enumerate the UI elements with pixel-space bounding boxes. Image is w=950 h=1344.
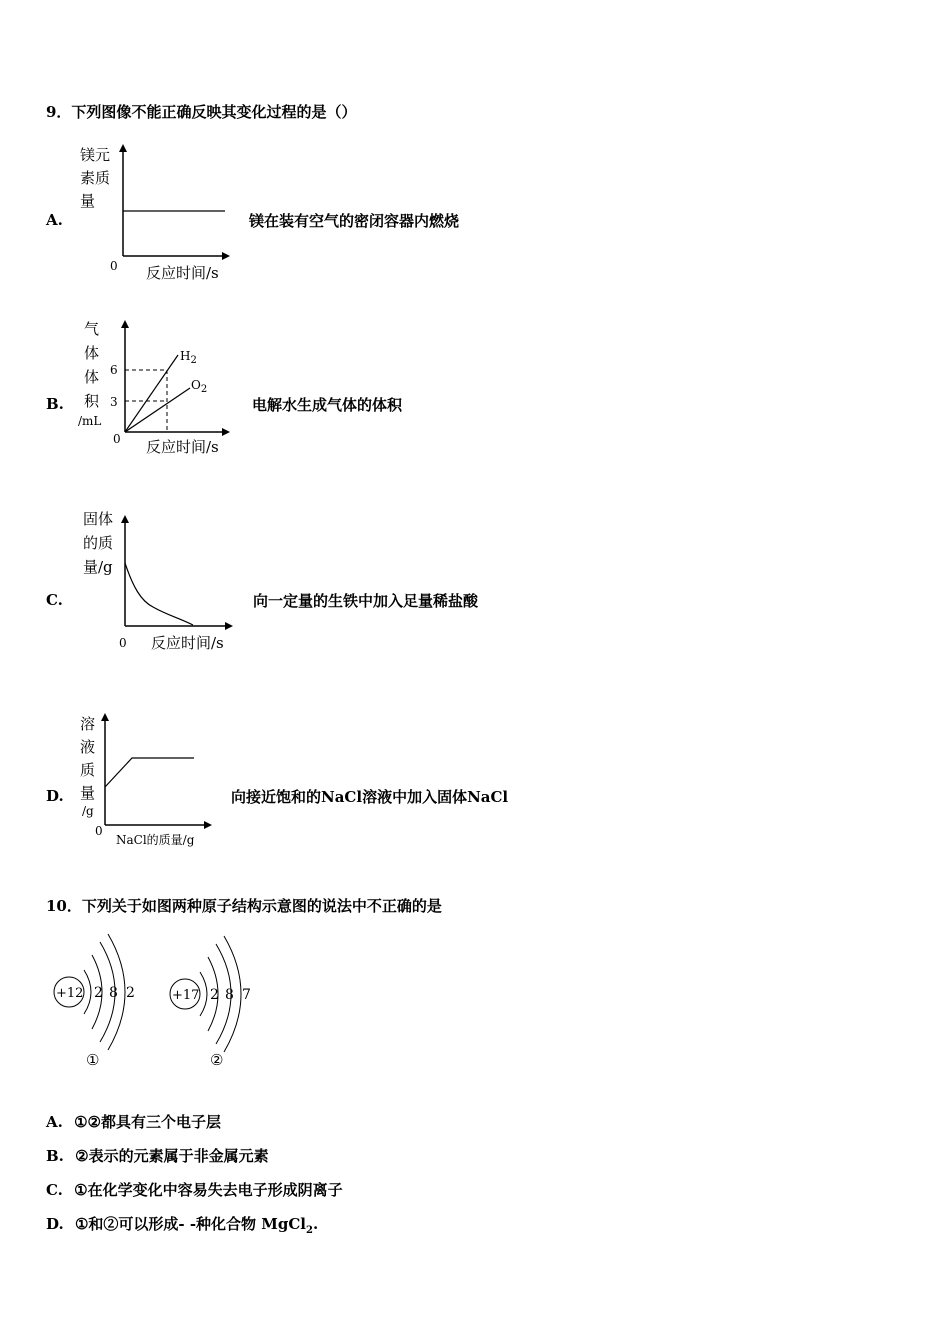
chart-d-ylabel-3: 量 xyxy=(80,784,96,802)
atom-1-shell-3-count: 2 xyxy=(126,985,135,1001)
chart-b-label-o2: $O_2$ xyxy=(191,378,208,395)
chart-a-x-arrow xyxy=(222,252,230,260)
chart-c-ylabel-2: 量/g xyxy=(83,558,113,576)
atom-2-shell-1 xyxy=(200,972,207,1016)
option-a-desc: 镁在装有空气的密闭容器内燃烧 xyxy=(249,212,460,230)
atom-1-label: ① xyxy=(86,1051,100,1069)
q10-option-c xyxy=(46,1179,343,1200)
chart-d-ylabel-2: 质 xyxy=(80,761,96,779)
option-b-desc: 电解水生成气体的体积 xyxy=(252,396,403,414)
atom-2-label: ② xyxy=(210,1051,224,1069)
q10-option-a-text: ①②都具有三个电子层 xyxy=(74,1113,222,1131)
chart-d-x-arrow xyxy=(204,821,212,829)
chart-b-ylabel-3: 积 xyxy=(84,392,100,410)
question-9-title: 9．下列图像不能正确反映其变化过程的是（） xyxy=(46,103,357,121)
option-d-letter: D. xyxy=(46,787,64,805)
q10-option-b-letter: B. xyxy=(46,1147,64,1165)
atom-diagram xyxy=(46,930,266,1075)
q10-option-b-text: ②表示的元素属于非金属元素 xyxy=(75,1147,269,1165)
chart-d-series-line xyxy=(105,758,194,787)
option-b-letter: B. xyxy=(46,395,64,413)
q10-option-a xyxy=(46,1111,221,1132)
chart-a xyxy=(70,140,240,285)
chart-c-origin: 0 xyxy=(119,636,127,650)
chart-c-ylabel-1: 的质 xyxy=(83,534,114,552)
chart-a-origin: 0 xyxy=(110,259,118,273)
chart-d-ylabel-0: 溶 xyxy=(80,715,96,733)
atom-2-shell-1-count: 2 xyxy=(210,987,219,1003)
chart-a-ylabel-2: 量 xyxy=(80,192,96,210)
chart-d xyxy=(70,705,230,855)
chart-d-xlabel: NaCl的质量/g xyxy=(116,833,195,847)
chart-c-xlabel: 反应时间/s xyxy=(151,634,224,652)
chart-b-ylabel-2: 体 xyxy=(84,368,100,386)
chart-a-y-arrow xyxy=(119,144,127,152)
question-10-title: 10．下列关于如图两种原子结构示意图的说法中不正确的是 xyxy=(46,897,442,915)
q10-option-b xyxy=(46,1145,269,1166)
chart-d-ylabel-1: 液 xyxy=(80,738,96,756)
chart-c-series-curve xyxy=(125,563,193,625)
q10-option-d xyxy=(46,1213,318,1236)
chart-d-y-arrow xyxy=(101,713,109,721)
atom-1-nucleus-label: +12 xyxy=(56,986,84,1001)
chart-d-origin: 0 xyxy=(95,824,103,838)
chart-a-ylabel-1: 素质 xyxy=(80,169,111,187)
chart-b-ylabel-0: 气 xyxy=(84,320,100,338)
chart-c-x-arrow xyxy=(225,622,233,630)
q10-option-a-letter: A. xyxy=(46,1113,63,1131)
atom-1-shell-2-count: 8 xyxy=(109,985,118,1001)
chart-b-ytick-6: 6 xyxy=(110,363,118,377)
q10-option-d-text: ①和②可以形成- -种化合物 MgCl xyxy=(74,1215,307,1233)
chart-b-series-h2 xyxy=(125,355,178,432)
option-d-desc: 向接近饱和的NaCl溶液中加入固体NaCl xyxy=(231,788,509,806)
q10-option-c-text: ①在化学变化中容易失去电子形成阴离子 xyxy=(74,1181,343,1199)
chart-c-y-arrow xyxy=(121,515,129,523)
chart-b xyxy=(70,312,240,460)
chart-a-ylabel-0: 镁元 xyxy=(80,146,111,164)
chart-b-ytick-3: 3 xyxy=(110,395,118,409)
q10-option-d-letter: D. xyxy=(46,1215,64,1233)
q10-option-d-subscript: 2 xyxy=(306,1225,313,1236)
chart-b-y-arrow xyxy=(121,320,129,328)
chart-a-xlabel: 反应时间/s xyxy=(146,264,219,282)
atom-2-nucleus-label: +17 xyxy=(172,988,200,1003)
chart-b-ylabel-4: /mL xyxy=(78,414,102,428)
chart-c-ylabel-0: 固体 xyxy=(83,510,114,528)
chart-b-xlabel: 反应时间/s xyxy=(146,438,219,456)
q10-option-c-letter: C. xyxy=(46,1181,63,1199)
chart-b-series-o2 xyxy=(125,388,190,432)
option-c-desc: 向一定量的生铁中加入足量稀盐酸 xyxy=(253,592,479,610)
atom-1-shell-1-count: 2 xyxy=(94,985,103,1001)
atom-2-shell-3-count: 7 xyxy=(242,987,251,1003)
option-a-letter: A. xyxy=(46,211,63,229)
chart-b-origin: 0 xyxy=(113,432,121,446)
option-c-letter: C. xyxy=(46,591,63,609)
chart-c xyxy=(75,505,245,657)
chart-b-ylabel-1: 体 xyxy=(84,344,100,362)
chart-d-ylabel-4: /g xyxy=(82,804,94,818)
atom-1-shell-1 xyxy=(84,970,91,1014)
chart-b-label-h2: $H_2$ xyxy=(180,349,197,366)
q10-option-d-tail: . xyxy=(312,1215,319,1233)
atom-2-shell-2-count: 8 xyxy=(225,987,234,1003)
chart-b-x-arrow xyxy=(222,428,230,436)
